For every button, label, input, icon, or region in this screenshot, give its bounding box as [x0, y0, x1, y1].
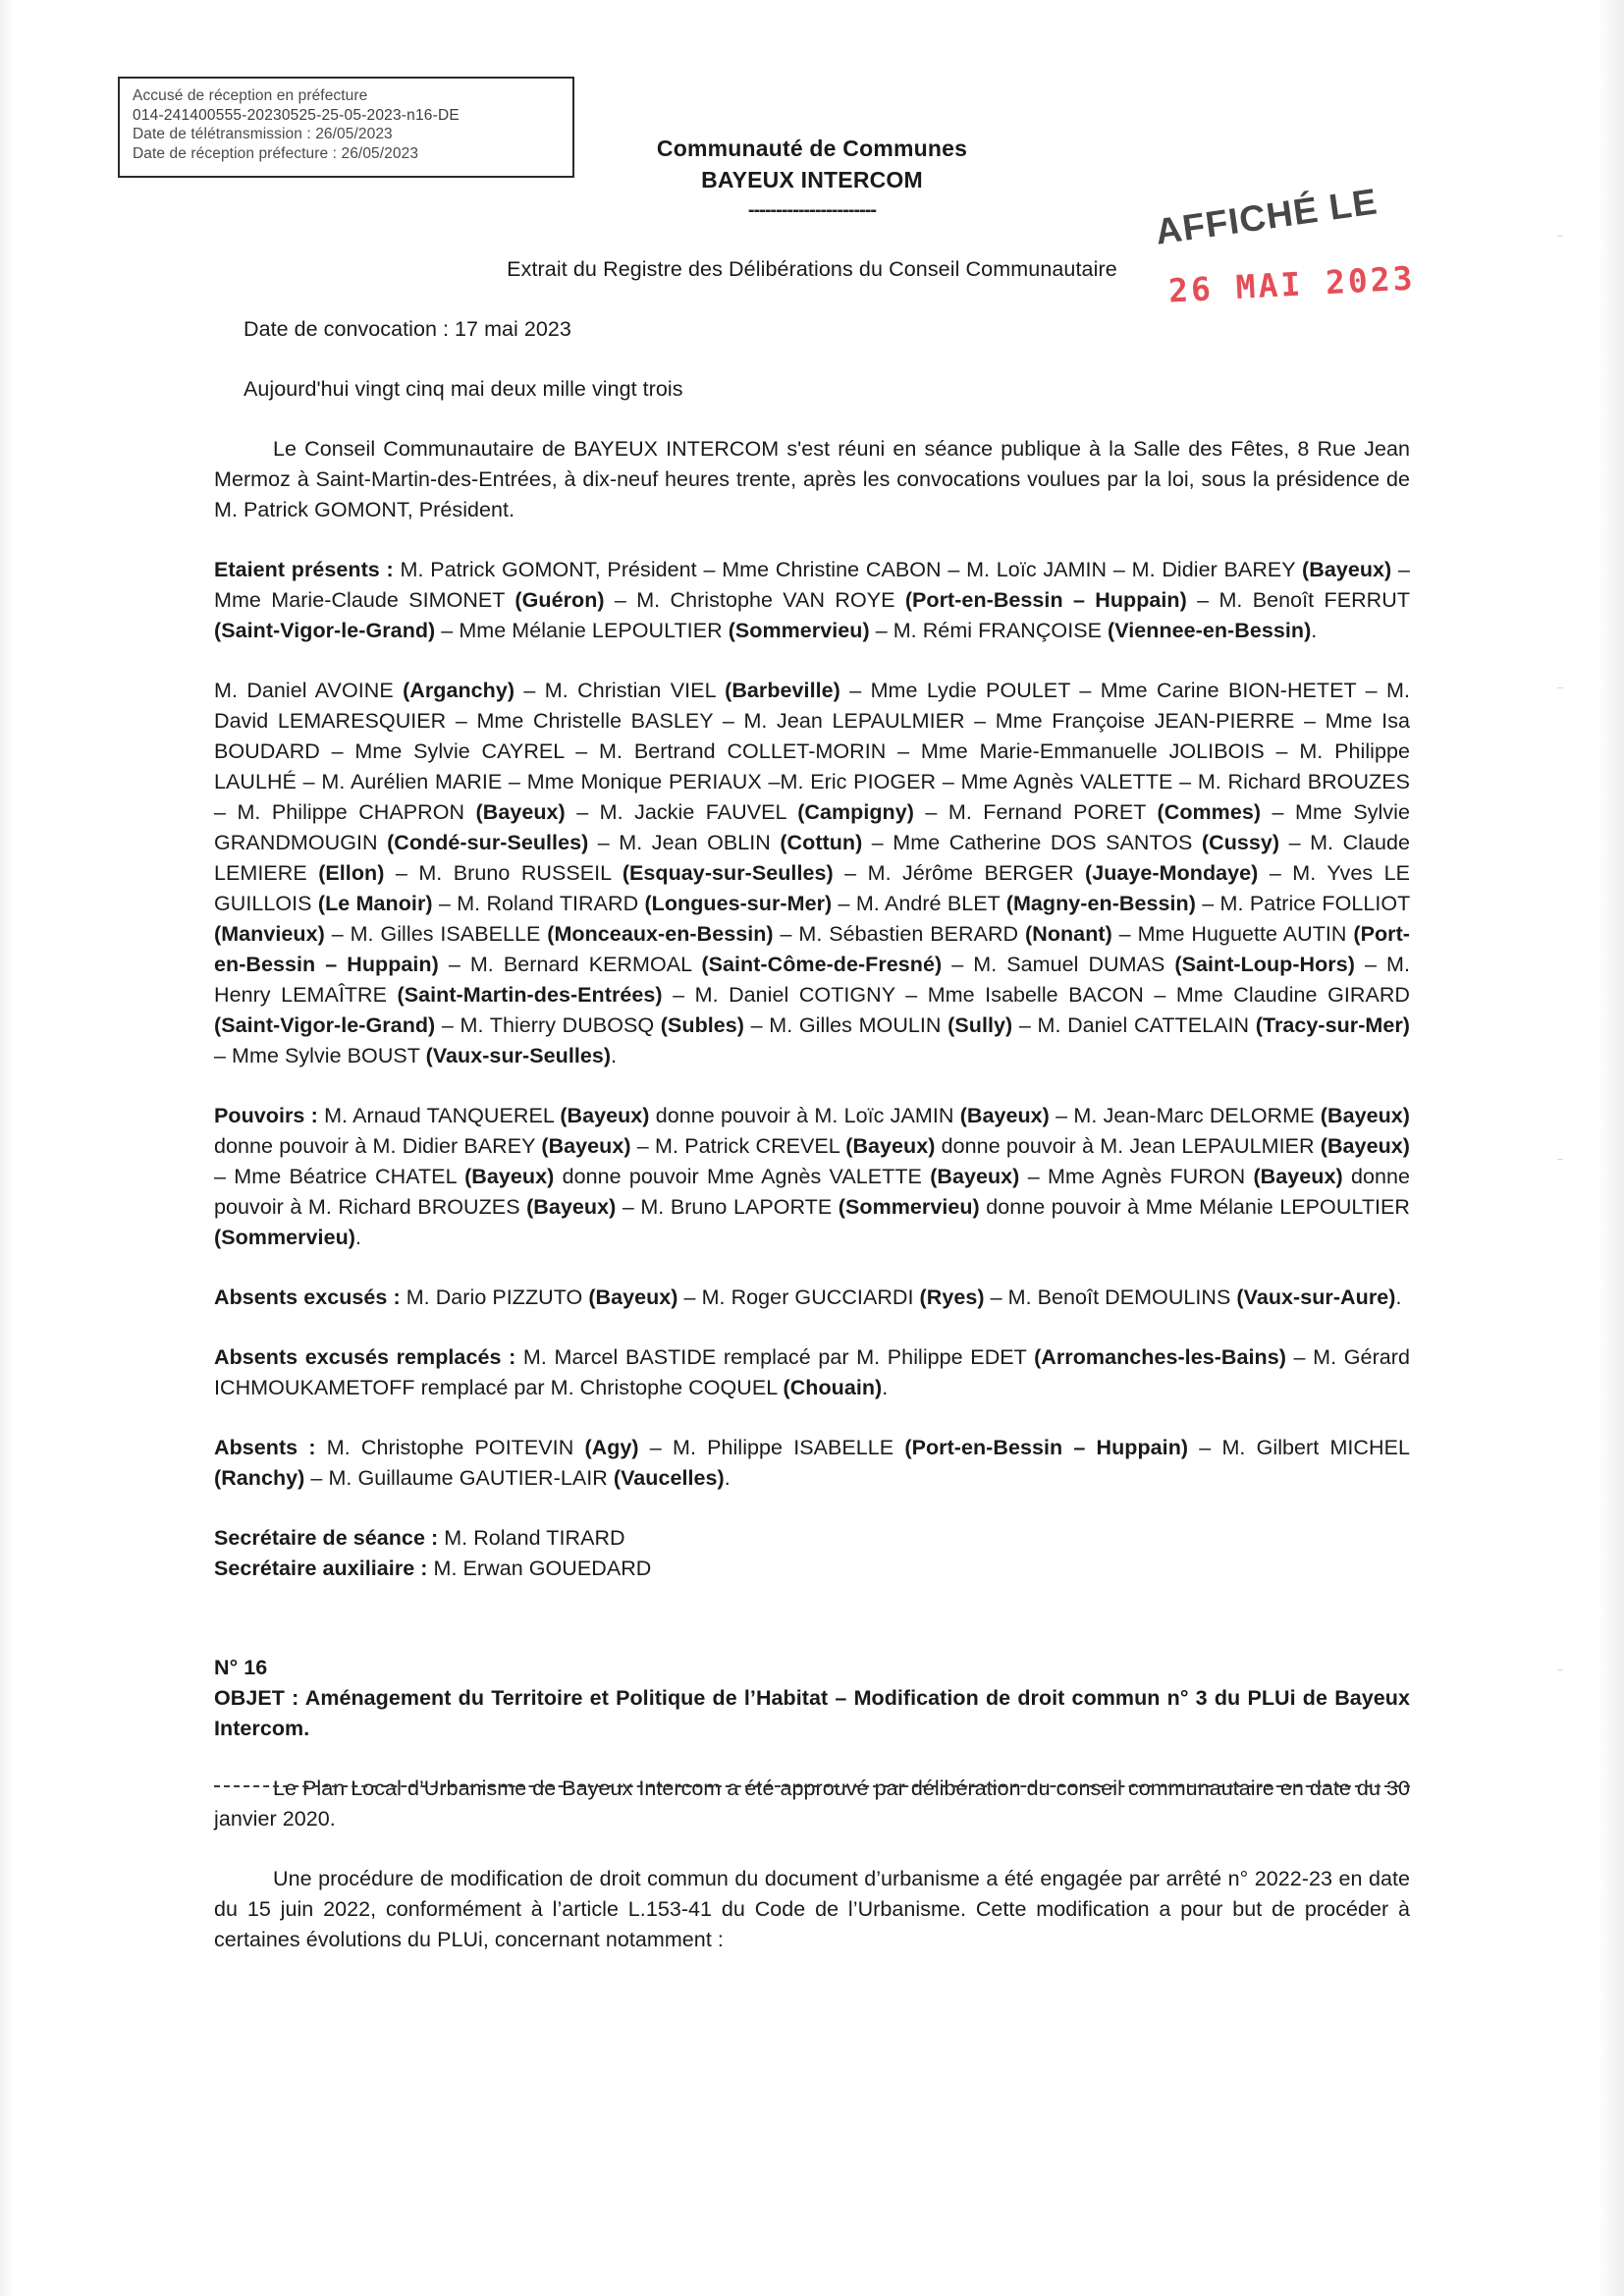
deliberation-object-block: [214, 1653, 1410, 1744]
scan-tick: [1557, 1669, 1563, 1670]
secretaire-seance-label: Secrétaire de séance :: [214, 1526, 439, 1550]
deliberation-objet: [214, 1683, 1410, 1744]
scan-tick: [1557, 687, 1563, 688]
presents-label: Etaient présents :: [214, 558, 394, 581]
org-name-line1: Communauté de Communes: [656, 136, 968, 161]
receipt-reference-id: 014-241400555-20230525-25-05-2023-n16-DE: [133, 106, 460, 124]
pouvoirs-paragraph: Pouvoirs : M. Arnaud TANQUEREL (Bayeux) donne pouvoir à M. Loïc JAMIN (Bayeux) – M. Jean-Marc DELORME (Bayeux) donne pouvoir à M. Didier BAREY (Bayeux) – M. Patrick CREVEL (Bayeux) donne pouvoir à M. Jean LEPAULMIER (Bayeux) – Mme Béatrice CHATEL (Bayeux) donne pouvoir Mme Agnès VALETTE (Bayeux) – Mme Agnès FURON (Bayeux) donne pouvoir à M. Richard BROUZES (Bayeux) – M. Bruno LAPORTE (Sommervieu) donne pouvoir à Mme Mélanie LEPOULTIER (Sommervieu).: [214, 1104, 1411, 1249]
members-paragraph: M. Daniel AVOINE (Arganchy) – M. Christian VIEL (Barbeville) – Mme Lydie POULET – Mme Carine BION-HETET – M. David LEMARESQUIER – Mme Christelle BASLEY – M. Jean LEPAULMIER – Mme Françoise JEAN-PIERRE – Mme Isa BOUDARD – Mme Sylvie CAYREL – M. Bertrand COLLET-MORIN – Mme Marie-Emmanuelle JOLIBOIS – M. Philippe LAULHÉ – M. Aurélien MARIE – Mme Monique PERIAUX –M. Eric PIOGER – Mme Agnès VALETTE – M. Richard BROUZES – M. Philippe CHAPRON (Bayeux) – M. Jackie FAUVEL (Campigny) – M. Fernand PORET (Commes) – Mme Sylvie GRANDMOUGIN (Condé-sur-Seulles) – M. Jean OBLIN (Cottun) – Mme Catherine DOS SANTOS (Cussy) – M. Claude LEMIERE (Ellon) – M. Bruno RUSSEIL (Esquay-sur-Seulles) – M. Jérôme BERGER (Juaye-Mondaye) – M. Yves LE GUILLOIS (Le Manoir) – M. Roland TIRARD (Longues-sur-Mer) – M. André BLET (Magny-en-Bessin) – M. Patrice FOLLIOT (Manvieux) – M. Gilles ISABELLE (Monceaux-en-Bessin) – M. Sébastien BERARD (Nonant) – Mme Huguette AUTIN (Port-en-Bessin – Huppain) – M. Bernard KERMOAL (Saint-Côme-de-Fresné) – M. Samuel DUMAS (Saint-Loup-Hors) – M. Henry LEMAÎTRE (Saint-Martin-des-Entrées) – M. Daniel COTIGNY – Mme Isabelle BACON – Mme Claudine GIRARD (Saint-Vigor-le-Grand) – M. Thierry DUBOSQ (Subles) – M. Gilles MOULIN (Sully) – M. Daniel CATTELAIN (Tracy-sur-Mer) – Mme Sylvie BOUST (Vaux-sur-Seulles).: [214, 679, 1411, 1067]
secretaire-seance-line: [214, 1523, 1410, 1554]
absents-excuses-remplaces-label: Absents excusés remplacés :: [214, 1345, 516, 1369]
session-date-text: Aujourd'hui vingt cinq mai deux mille vingt trois: [244, 377, 683, 401]
header-divider: -----------------------: [747, 199, 877, 221]
absents-label: Absents :: [214, 1436, 316, 1459]
document-body: [214, 314, 1410, 1955]
presents-paragraph: Etaient présents : M. Patrick GOMONT, Président – Mme Christine CABON – M. Loïc JAMIN – M. Didier BAREY (Bayeux) – Mme Marie-Claude SIMONET (Guéron) – M. Christophe VAN ROYE (Port-en-Bessin – Huppain) – M. Benoît FERRUT (Saint-Vigor-le-Grand) – Mme Mélanie LEPOULTIER (Sommervieu) – M. Rémi FRANÇOISE (Viennee-en-Bessin).: [214, 558, 1411, 642]
receipt-reception-date: Date de réception préfecture : 26/05/2023: [133, 144, 419, 162]
objet-text: Aménagement du Territoire et Politique de l’Habitat – Modification de droit commun n° 3 du PLUi de Bayeux Intercom.: [214, 1686, 1410, 1740]
scan-tick: [1557, 1159, 1563, 1160]
deliberation-number: N° 16: [214, 1656, 268, 1679]
secretaire-seance-value: M. Roland TIRARD: [438, 1526, 625, 1550]
affiche-le-date: 26 MAI 2023: [1167, 258, 1417, 310]
absents-excuses-label: Absents excusés :: [214, 1285, 401, 1309]
absents-paragraph: Absents : M. Christophe POITEVIN (Agy) – M. Philippe ISABELLE (Port-en-Bessin – Huppain) – M. Gilbert MICHEL (Ranchy) – M. Guillaume GAUTIER-LAIR (Vaucelles).: [214, 1436, 1410, 1490]
opening-paragraph: Le Conseil Communautaire de BAYEUX INTERCOM s'est réuni en séance publique à la Salle des Fêtes, 8 Rue Jean Mermoz à Saint-Martin-des-Entrées, à dix-neuf heures trente, après les convocations voulues par la loi, sous la présidence de M. Patrick GOMONT, Président.: [214, 437, 1410, 521]
absents-excuses-paragraph: Absents excusés : M. Dario PIZZUTO (Bayeux) – M. Roger GUCCIARDI (Ryes) – M. Benoît DEMOULINS (Vaux-sur-Aure).: [214, 1285, 1402, 1309]
deliberation-paragraph-2: Une procédure de modification de droit commun du document d’urbanisme a été engagée par arrêté n° 2022-23 en date du 15 juin 2022, conformément à l’article L.153-41 du Code de l’Urbanisme. Cette modification a pour but de procéder à certaines évolutions du PLUi, concernant notamment :: [214, 1867, 1410, 1951]
scan-edge-left: [0, 0, 14, 2296]
convocation-date: Date de convocation : 17 mai 2023: [244, 317, 571, 341]
affiche-le-label: AFFICHÉ LE: [1153, 181, 1380, 252]
scan-tick: [1557, 236, 1563, 237]
secretaire-auxiliaire-line: [214, 1554, 1410, 1584]
org-name-line2: BAYEUX INTERCOM: [701, 167, 923, 192]
document-header: [0, 133, 1624, 222]
secretaire-auxiliaire-label: Secrétaire auxiliaire :: [214, 1557, 428, 1580]
secretaire-auxiliaire-value: M. Erwan GOUEDARD: [427, 1557, 652, 1580]
pouvoirs-label: Pouvoirs :: [214, 1104, 318, 1127]
scan-edge-right: [1598, 0, 1624, 2296]
receipt-title: Accusé de réception en préfecture: [133, 87, 368, 104]
section-separator: [214, 1785, 1410, 1787]
extrait-registre-title: Extrait du Registre des Délibérations du Conseil Communautaire: [507, 257, 1117, 281]
receipt-teletransmission-date: Date de télétransmission : 26/05/2023: [133, 126, 393, 142]
objet-label: OBJET :: [214, 1686, 299, 1710]
absents-excuses-remplaces-paragraph: Absents excusés remplacés : M. Marcel BASTIDE remplacé par M. Philippe EDET (Arromanches-les-Bains) – M. Gérard ICHMOUKAMETOFF remplacé par M. Christophe COQUEL (Chouain).: [214, 1345, 1410, 1399]
deliberation-paragraph-1: Le Plan Local d’Urbanisme de Bayeux Intercom a été approuvé par délibération du conseil communautaire en date du 30 janvier 2020.: [214, 1777, 1410, 1831]
